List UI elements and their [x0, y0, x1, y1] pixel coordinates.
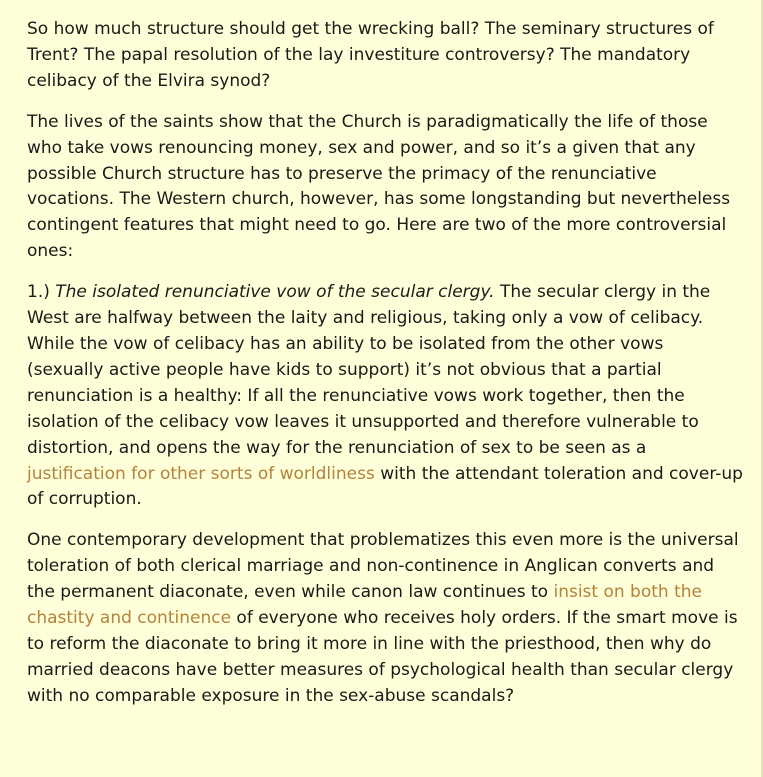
paragraph-secular-clergy	[27, 280, 743, 513]
worldliness-link[interactable]: justification for other sorts of worldliness	[27, 463, 375, 484]
paragraph-wrecking-ball: So how much structure should get the wrecking ball? The seminary structures of Trent? The papal resolution of the lay investiture controversy? The mandatory celibacy of the Elvira synod?	[27, 19, 714, 91]
paragraph-contemporary-development	[27, 528, 743, 709]
paragraph-text: of everyone who receives holy orders. If the smart move is to reform the diaconate to bring it more in line with the priesthood, then why do married deacons have better measures of psychological health than secular clergy with no comparable exposure in the sex-abuse scandals?	[27, 608, 738, 706]
list-number: 1.)	[27, 282, 56, 303]
section-heading: The isolated renunciative vow of the secular clergy.	[55, 282, 495, 303]
paragraph-lives-of-saints: The lives of the saints show that the Church is paradigmatically the life of those who take vows renouncing money, sex and power, and so it’s a given that any possible Church structure has to preserve the primacy of the renunciative vocations. The Western church, however, has some longstanding but nevertheless contingent features that might need to go. Here are two of the more controversial ones:	[27, 111, 731, 262]
paragraph-text: One contemporary development that problematizes this even more is the universal toleration of both clerical marriage and non-continence in Anglican converts and the permanent diaconate, even while canon law continues to	[27, 530, 739, 603]
paragraph-text: with the attendant toleration and cover-up of corruption.	[27, 463, 743, 510]
chastity-continence-link[interactable]: insist on both the chastity and continence	[27, 582, 702, 629]
paragraph-text: The secular clergy in the West are halfway between the laity and religious, taking only a vow of celibacy. While the vow of celibacy has an ability to be isolated from the other vows (sexually active people have kids to support) it’s not obvious that a partial renunciation is a healthy: If all the renunciative vows work together, then the isolation of the celibacy vow leaves it unsupported and therefore vulnerable to distortion, and opens the way for the renunciation of sex to be seen as a	[27, 282, 711, 458]
